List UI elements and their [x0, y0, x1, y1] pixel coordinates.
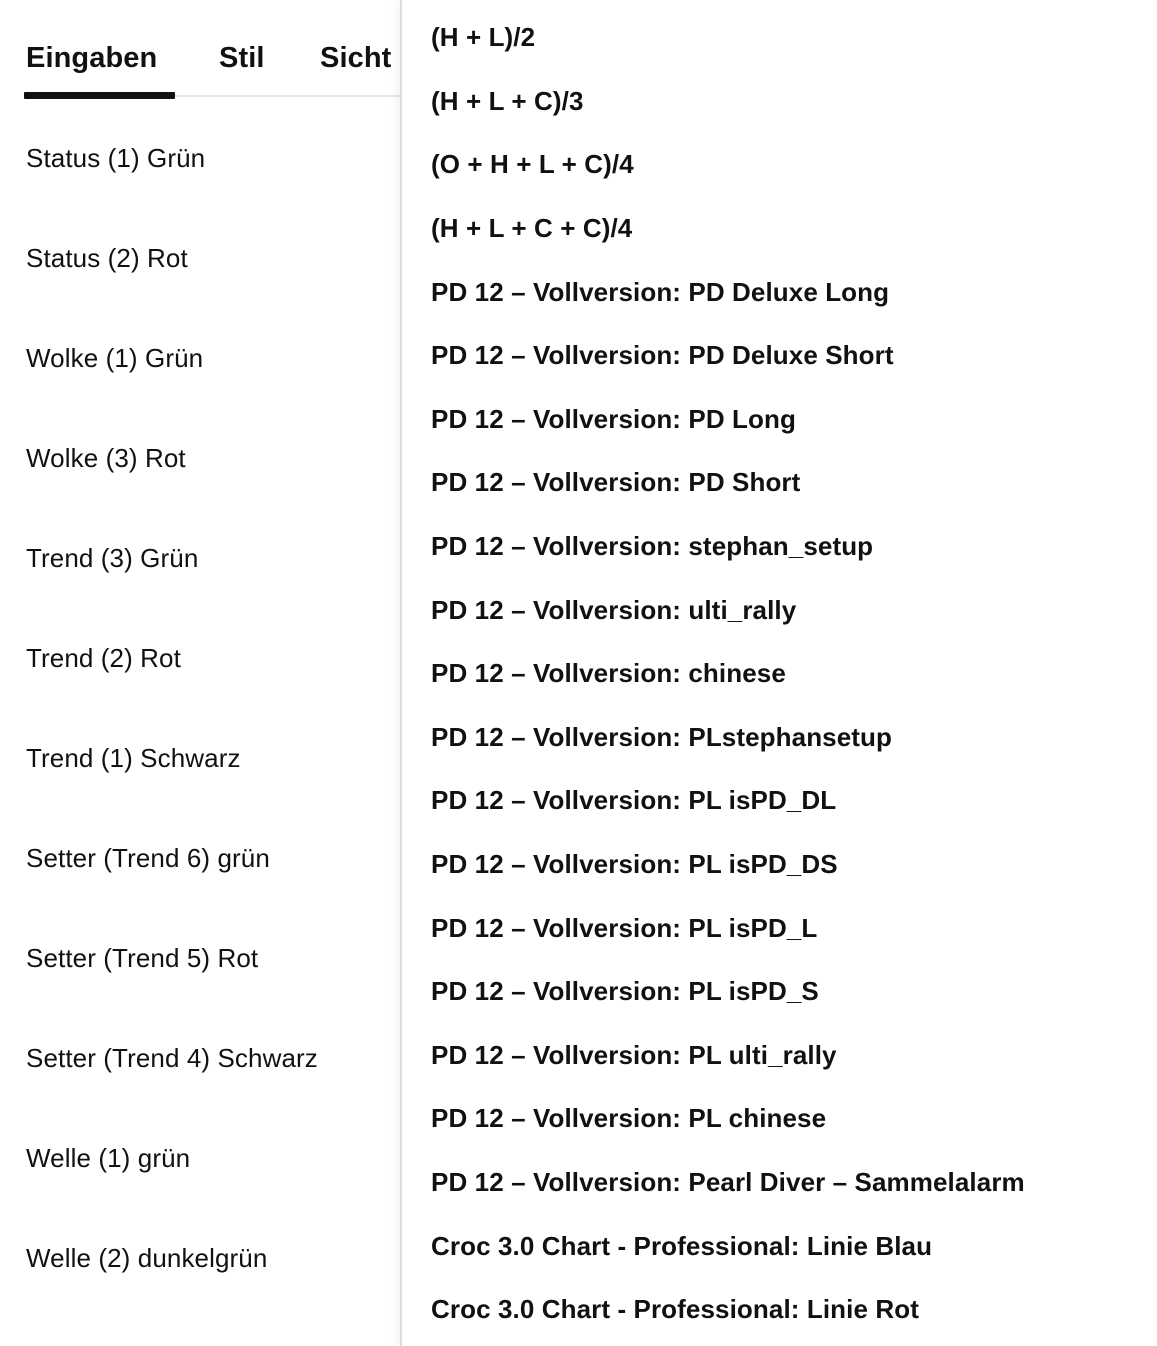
menu-item-label: PD 12 – Vollversion: PL isPD_L: [431, 912, 818, 943]
input-row-label: Trend (2) Rot: [26, 642, 181, 673]
menu-item-label: (O + H + L + C)/4: [431, 149, 634, 180]
input-row[interactable]: [0, 808, 400, 908]
input-row-label: Wolke (1) Grün: [26, 342, 204, 373]
menu-item[interactable]: [402, 197, 1157, 261]
tab-bar: [0, 0, 400, 100]
menu-item-label: PD 12 – Vollversion: PL isPD_DL: [431, 785, 837, 816]
input-row[interactable]: [0, 108, 400, 208]
tab-eingaben[interactable]: [26, 42, 157, 75]
input-row-label: Setter (Trend 4) Schwarz: [26, 1042, 318, 1073]
tab-sicht[interactable]: [320, 42, 391, 75]
input-row-label: Setter (Trend 6) grün: [26, 842, 270, 873]
input-row-label: Trend (1) Schwarz: [26, 742, 241, 773]
menu-item-label: (H + L)/2: [431, 22, 536, 53]
input-row[interactable]: [0, 508, 400, 608]
menu-item[interactable]: [402, 706, 1157, 770]
input-row[interactable]: [0, 208, 400, 308]
menu-item-label: PD 12 – Vollversion: PL isPD_S: [431, 976, 819, 1007]
menu-item[interactable]: [402, 260, 1157, 324]
input-row-label: Welle (1) grün: [26, 1142, 191, 1173]
menu-item[interactable]: [402, 1278, 1157, 1342]
menu-item-label: PD 12 – Vollversion: PLstephansetup: [431, 721, 893, 752]
menu-item-label: PD 12 – Vollversion: chinese: [431, 658, 786, 689]
input-row-label: Wolke (3) Rot: [26, 442, 186, 473]
menu-item-label: PD 12 – Vollversion: PL ulti_rally: [431, 1039, 837, 1070]
menu-item[interactable]: [402, 769, 1157, 833]
menu-item[interactable]: [402, 388, 1157, 452]
menu-item-label: PD 12 – Vollversion: PD Deluxe Long: [431, 276, 890, 307]
input-row[interactable]: [0, 408, 400, 508]
menu-item-label: PD 12 – Vollversion: PD Deluxe Short: [431, 340, 894, 371]
menu-item[interactable]: [402, 70, 1157, 134]
menu-item-label: PD 12 – Vollversion: Pearl Diver – Sammelalarm: [431, 1166, 1025, 1197]
input-row-label: Status (1) Grün: [26, 142, 206, 173]
settings-panel: [0, 0, 400, 1346]
menu-item[interactable]: [402, 960, 1157, 1024]
menu-item[interactable]: [402, 1024, 1157, 1088]
input-row[interactable]: [0, 1108, 400, 1208]
menu-item[interactable]: [402, 515, 1157, 579]
input-row[interactable]: [0, 608, 400, 708]
input-row[interactable]: [0, 308, 400, 408]
input-row-label: Welle (2) dunkelgrün: [26, 1242, 268, 1273]
menu-item[interactable]: [402, 451, 1157, 515]
menu-item[interactable]: [402, 133, 1157, 197]
source-dropdown-menu[interactable]: [400, 0, 1157, 1346]
menu-item-label: (H + L + C)/3: [431, 85, 584, 116]
menu-item[interactable]: [402, 1087, 1157, 1151]
tab-eingaben-label: Eingaben: [26, 42, 158, 74]
menu-item-label: PD 12 – Vollversion: PD Short: [431, 467, 801, 498]
menu-item-label: PD 12 – Vollversion: stephan_setup: [431, 531, 874, 562]
menu-item[interactable]: [402, 578, 1157, 642]
menu-item[interactable]: [402, 833, 1157, 897]
input-row[interactable]: [0, 708, 400, 808]
menu-item-label: PD 12 – Vollversion: ulti_rally: [431, 594, 797, 625]
menu-item-label: PD 12 – Vollversion: PL isPD_DS: [431, 849, 838, 880]
menu-item-label: PD 12 – Vollversion: PD Long: [431, 403, 796, 434]
input-row-label: Setter (Trend 5) Rot: [26, 942, 259, 973]
menu-item-label: Croc 3.0 Chart - Professional: Linie Blau: [431, 1230, 933, 1261]
input-row-label: Status (2) Rot: [26, 242, 188, 273]
tab-stil[interactable]: [219, 42, 265, 75]
input-row-label: Trend (3) Grün: [26, 542, 199, 573]
input-row[interactable]: [0, 908, 400, 1008]
menu-item[interactable]: [402, 1214, 1157, 1278]
menu-item-label: Croc 3.0 Chart - Professional: Linie Rot: [431, 1294, 919, 1325]
tab-sicht-label: Sicht: [320, 42, 392, 74]
menu-item[interactable]: [402, 6, 1157, 70]
menu-item[interactable]: [402, 324, 1157, 388]
menu-item[interactable]: [402, 896, 1157, 960]
tab-active-indicator: [24, 92, 175, 99]
menu-item-label: (H + L + C + C)/4: [431, 213, 633, 244]
menu-item[interactable]: [402, 1151, 1157, 1215]
menu-item-label: PD 12 – Vollversion: PL chinese: [431, 1103, 827, 1134]
input-row[interactable]: [0, 1008, 400, 1108]
input-row[interactable]: [0, 1208, 400, 1308]
inputs-list: [0, 108, 400, 1308]
tab-stil-label: Stil: [219, 42, 265, 74]
menu-item[interactable]: [402, 642, 1157, 706]
